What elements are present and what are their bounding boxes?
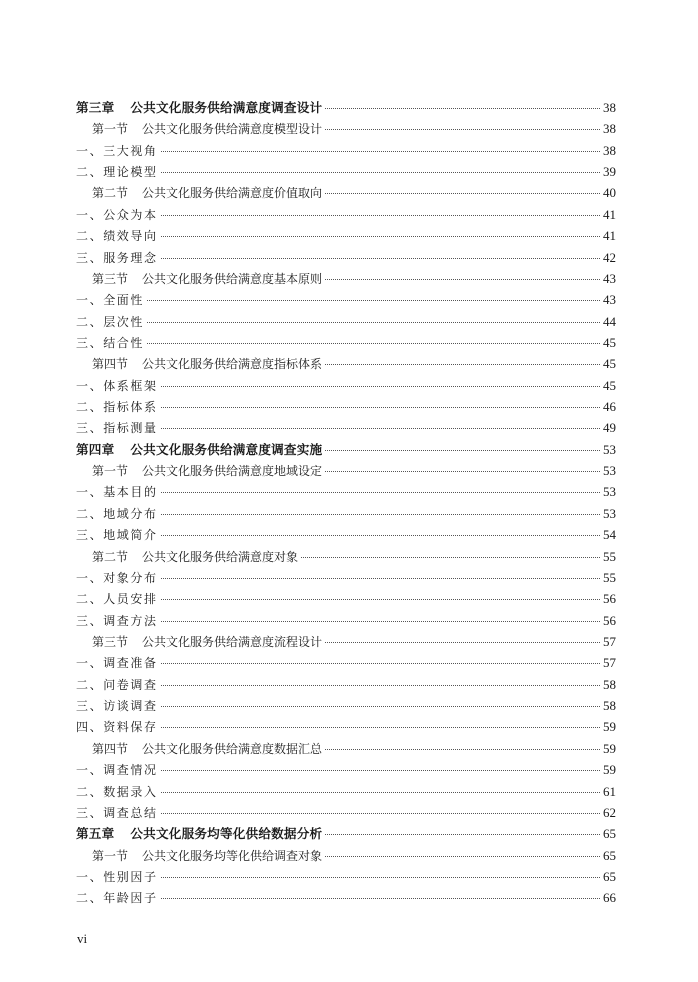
toc-page-number: 54 bbox=[603, 527, 616, 543]
page-number: vi bbox=[77, 931, 88, 946]
dot-leader bbox=[325, 856, 600, 857]
toc-entry-title: 四、资料保存 bbox=[76, 720, 158, 735]
toc-entry-text: 公共文化服务供给满意度价值取向 bbox=[142, 186, 323, 201]
toc-page-number: 53 bbox=[603, 484, 616, 500]
dot-leader bbox=[161, 535, 600, 536]
toc-entry-text: 公共文化服务供给满意度数据汇总 bbox=[142, 741, 323, 756]
toc-item[interactable] bbox=[76, 247, 616, 268]
toc-item[interactable] bbox=[76, 567, 616, 588]
dot-leader bbox=[325, 108, 600, 109]
toc-entry-text: 公共文化服务供给满意度地域设定 bbox=[142, 464, 323, 479]
toc-entry-label: 第二节 bbox=[92, 186, 129, 201]
toc-entry-label: 第三章 bbox=[76, 100, 115, 115]
toc-page-number: 59 bbox=[603, 740, 616, 756]
toc-item[interactable] bbox=[76, 161, 616, 182]
toc-page-number: 65 bbox=[603, 847, 616, 863]
toc-entry-label: 第一节 bbox=[92, 848, 129, 863]
dot-leader bbox=[325, 279, 600, 280]
toc-entry-title: 一、调查情况 bbox=[76, 763, 158, 778]
toc-entry-title bbox=[92, 354, 322, 375]
toc-item[interactable] bbox=[76, 225, 616, 246]
toc-page-number: 40 bbox=[603, 185, 616, 201]
dot-leader bbox=[161, 258, 600, 259]
toc-entry-title bbox=[76, 823, 322, 844]
toc-section[interactable] bbox=[76, 118, 616, 139]
toc-page-number: 62 bbox=[603, 804, 616, 820]
dot-leader bbox=[161, 898, 600, 899]
toc-entry-title: 一、体系框架 bbox=[76, 378, 158, 393]
dot-leader bbox=[161, 621, 600, 622]
toc-section[interactable] bbox=[76, 738, 616, 759]
toc-section[interactable] bbox=[76, 631, 616, 652]
toc-entry-title bbox=[92, 632, 322, 653]
dot-leader bbox=[147, 343, 600, 344]
dot-leader bbox=[161, 236, 600, 237]
toc-page-number: 53 bbox=[603, 463, 616, 479]
dot-leader bbox=[161, 428, 600, 429]
toc-entry-title: 二、指标体系 bbox=[76, 400, 158, 415]
toc-entry-title: 二、年龄因子 bbox=[76, 891, 158, 906]
toc-page-number: 59 bbox=[603, 762, 616, 778]
toc-entry-text: 公共文化服务供给满意度调查实施 bbox=[130, 441, 323, 457]
toc-page-number: 53 bbox=[603, 505, 616, 521]
toc-item[interactable] bbox=[76, 588, 616, 609]
toc-page-number: 56 bbox=[603, 591, 616, 607]
toc-item[interactable] bbox=[76, 695, 616, 716]
toc-item[interactable] bbox=[76, 503, 616, 524]
toc-page-number: 57 bbox=[603, 655, 616, 671]
toc-page-number: 38 bbox=[603, 100, 616, 115]
toc-page-number: 53 bbox=[603, 441, 616, 457]
toc-page-number: 43 bbox=[603, 292, 616, 308]
toc-page-number: 46 bbox=[603, 399, 616, 415]
toc-item[interactable] bbox=[76, 417, 616, 438]
toc-item[interactable] bbox=[76, 802, 616, 823]
toc-chapter[interactable] bbox=[76, 439, 616, 460]
toc-item[interactable] bbox=[76, 524, 616, 545]
toc-page-number: 38 bbox=[603, 142, 616, 158]
toc-page-number: 65 bbox=[603, 868, 616, 884]
toc-page-number: 38 bbox=[603, 121, 616, 137]
toc-page-number: 45 bbox=[603, 377, 616, 393]
toc-entry-title: 一、三大视角 bbox=[76, 143, 158, 158]
toc-entry-title: 二、绩效导向 bbox=[76, 229, 158, 244]
toc-entry-title: 三、服务理念 bbox=[76, 250, 158, 265]
toc-item[interactable] bbox=[76, 396, 616, 417]
dot-leader bbox=[147, 300, 600, 301]
toc-item[interactable] bbox=[76, 289, 616, 310]
dot-leader bbox=[161, 792, 600, 793]
toc-entry-title: 三、指标测量 bbox=[76, 421, 158, 436]
toc-item[interactable] bbox=[76, 887, 616, 908]
toc-item[interactable] bbox=[76, 716, 616, 737]
toc-page-number: 43 bbox=[603, 270, 616, 286]
toc-entry-title: 二、理论模型 bbox=[76, 165, 158, 180]
toc-entry-text: 公共文化服务供给满意度调查设计 bbox=[130, 100, 323, 115]
toc-entry-title: 一、调查准备 bbox=[76, 656, 158, 671]
toc-page-number: 41 bbox=[603, 228, 616, 244]
toc-page-number: 57 bbox=[603, 633, 616, 649]
toc-item[interactable] bbox=[76, 204, 616, 225]
toc-entry-title: 一、基本目的 bbox=[76, 485, 158, 500]
toc-entry-title bbox=[92, 119, 322, 140]
dot-leader bbox=[301, 557, 600, 558]
toc-section[interactable] bbox=[76, 845, 616, 866]
toc-item[interactable] bbox=[76, 781, 616, 802]
toc-entry-title bbox=[92, 461, 322, 482]
toc-page-number: 61 bbox=[603, 783, 616, 799]
toc-entry-title: 三、访谈调查 bbox=[76, 699, 158, 714]
toc-entry-title: 三、调查方法 bbox=[76, 613, 158, 628]
dot-leader bbox=[325, 129, 600, 130]
dot-leader bbox=[325, 193, 600, 194]
table-of-contents bbox=[76, 97, 616, 909]
toc-entry-text: 公共文化服务均等化供给调查对象 bbox=[142, 848, 323, 863]
toc-entry-title: 一、全面性 bbox=[76, 293, 145, 308]
dot-leader bbox=[161, 685, 600, 686]
toc-item[interactable] bbox=[76, 674, 616, 695]
toc-item[interactable] bbox=[76, 311, 616, 332]
dot-leader bbox=[325, 364, 600, 365]
toc-item[interactable] bbox=[76, 610, 616, 631]
dot-leader bbox=[147, 322, 600, 323]
toc-entry-title: 二、问卷调查 bbox=[76, 677, 158, 692]
toc-chapter[interactable] bbox=[76, 97, 616, 118]
toc-entry-title bbox=[92, 547, 298, 568]
toc-page-number: 45 bbox=[603, 356, 616, 372]
toc-item[interactable] bbox=[76, 866, 616, 887]
toc-entry-title: 一、对象分布 bbox=[76, 570, 158, 585]
toc-page-number: 49 bbox=[603, 420, 616, 436]
toc-entry-text: 公共文化服务均等化供给数据分析 bbox=[130, 826, 323, 842]
toc-entry-label: 第四节 bbox=[92, 357, 129, 372]
toc-item[interactable] bbox=[76, 140, 616, 161]
toc-entry-title: 二、地域分布 bbox=[76, 506, 158, 521]
dot-leader bbox=[161, 407, 600, 408]
toc-entry-title bbox=[92, 269, 322, 290]
toc-entry-title: 一、公众为本 bbox=[76, 207, 158, 222]
toc-page-number: 66 bbox=[603, 890, 616, 906]
dot-leader bbox=[325, 834, 600, 835]
toc-page-number: 44 bbox=[603, 313, 616, 329]
dot-leader bbox=[161, 770, 600, 771]
toc-page-number: 55 bbox=[603, 548, 616, 564]
toc-section[interactable] bbox=[76, 460, 616, 481]
toc-entry-label: 第三节 bbox=[92, 271, 129, 286]
dot-leader bbox=[161, 727, 600, 728]
toc-section[interactable] bbox=[76, 353, 616, 374]
toc-page-number: 59 bbox=[603, 719, 616, 735]
toc-entry-label: 第三节 bbox=[92, 634, 129, 649]
dot-leader bbox=[325, 749, 600, 750]
dot-leader bbox=[161, 151, 600, 152]
toc-entry-title: 二、数据录入 bbox=[76, 784, 158, 799]
toc-page-number: 42 bbox=[603, 249, 616, 265]
toc-item[interactable] bbox=[76, 481, 616, 502]
dot-leader bbox=[161, 877, 600, 878]
toc-page-number: 41 bbox=[603, 206, 616, 222]
toc-entry-title: 二、层次性 bbox=[76, 314, 145, 329]
toc-entry-title: 三、结合性 bbox=[76, 335, 145, 350]
toc-entry-title: 一、性别因子 bbox=[76, 869, 158, 884]
toc-page-number: 65 bbox=[603, 826, 616, 842]
toc-chapter[interactable] bbox=[76, 823, 616, 844]
toc-entry-label: 第四章 bbox=[76, 441, 115, 457]
toc-entry-label: 第五章 bbox=[76, 826, 115, 842]
toc-item[interactable] bbox=[76, 375, 616, 396]
toc-entry-title bbox=[76, 439, 322, 460]
toc-entry-text: 公共文化服务供给满意度流程设计 bbox=[142, 634, 323, 649]
toc-entry-title: 三、调查总结 bbox=[76, 805, 158, 820]
dot-leader bbox=[161, 578, 600, 579]
dot-leader bbox=[161, 386, 600, 387]
dot-leader bbox=[161, 599, 600, 600]
toc-section[interactable] bbox=[76, 546, 616, 567]
toc-entry-label: 第一节 bbox=[92, 464, 129, 479]
toc-entry-text: 公共文化服务供给满意度对象 bbox=[142, 549, 299, 564]
dot-leader bbox=[161, 215, 600, 216]
dot-leader bbox=[161, 514, 600, 515]
dot-leader bbox=[161, 813, 600, 814]
toc-entry-label: 第二节 bbox=[92, 549, 129, 564]
dot-leader bbox=[325, 450, 600, 451]
toc-entry-label: 第四节 bbox=[92, 741, 129, 756]
toc-entry-title bbox=[92, 846, 322, 867]
toc-entry-title bbox=[76, 97, 322, 118]
toc-entry-title: 二、人员安排 bbox=[76, 592, 158, 607]
dot-leader bbox=[161, 172, 600, 173]
toc-page-number: 39 bbox=[603, 164, 616, 180]
dot-leader bbox=[161, 492, 600, 493]
toc-entry-title: 三、地域简介 bbox=[76, 528, 158, 543]
toc-page-number: 56 bbox=[603, 612, 616, 628]
toc-entry-title bbox=[92, 183, 322, 204]
toc-item[interactable] bbox=[76, 759, 616, 780]
toc-page-number: 58 bbox=[603, 676, 616, 692]
toc-entry-text: 公共文化服务供给满意度模型设计 bbox=[142, 122, 323, 137]
toc-item[interactable] bbox=[76, 332, 616, 353]
toc-page-number: 58 bbox=[603, 698, 616, 714]
dot-leader bbox=[325, 471, 600, 472]
toc-entry-text: 公共文化服务供给满意度基本原则 bbox=[142, 271, 323, 286]
dot-leader bbox=[161, 706, 600, 707]
toc-section[interactable] bbox=[76, 268, 616, 289]
toc-page-number: 45 bbox=[603, 334, 616, 350]
toc-entry-text: 公共文化服务供给满意度指标体系 bbox=[142, 357, 323, 372]
toc-item[interactable] bbox=[76, 652, 616, 673]
toc-page-number: 55 bbox=[603, 569, 616, 585]
toc-entry-title bbox=[92, 739, 322, 760]
toc-entry-label: 第一节 bbox=[92, 122, 129, 137]
dot-leader bbox=[325, 642, 600, 643]
toc-section[interactable] bbox=[76, 182, 616, 203]
dot-leader bbox=[161, 663, 600, 664]
